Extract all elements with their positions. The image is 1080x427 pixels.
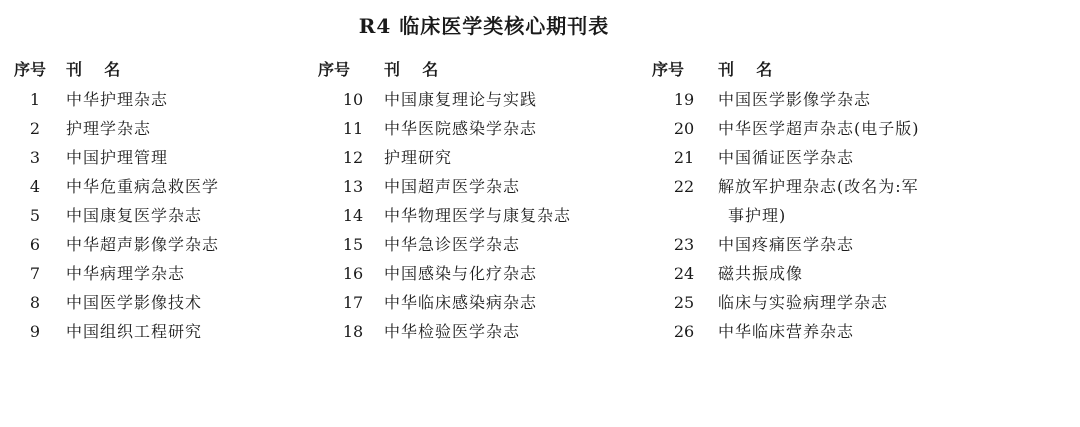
journal-name-continuation: 事护理) [728,206,787,225]
journal-row [318,259,648,288]
journal-row [652,114,982,143]
serial-number: 15 [342,235,364,254]
journal-column-3 [652,58,982,341]
header-serial-number: 序号 [318,60,351,79]
journal-row [14,143,304,172]
journal-name: 中华临床感染病杂志 [384,293,538,312]
serial-number: 18 [342,322,364,341]
journal-row [14,172,304,201]
journal-row [652,230,982,259]
serial-number: 25 [673,293,695,312]
journal-name: 中华危重病急救医学 [66,177,220,196]
journal-column-2 [318,58,648,341]
journal-row [318,288,648,317]
journal-name: 中华临床营养杂志 [718,322,855,341]
journal-name: 中华检验医学杂志 [384,322,521,341]
journal-name: 中华急诊医学杂志 [384,235,521,254]
journal-name: 护理研究 [384,148,453,167]
journal-row [652,317,982,346]
header-serial-number: 序号 [14,60,47,79]
serial-number: 4 [29,177,41,196]
journal-list [14,85,304,346]
serial-number: 10 [342,90,364,109]
journal-name: 中国组织工程研究 [66,322,203,341]
serial-number: 9 [29,322,41,341]
header-journal-name: 刊 名 [718,60,773,79]
serial-number: 3 [29,148,41,167]
journal-name: 中国康复医学杂志 [66,206,203,225]
journal-name: 中国超声医学杂志 [384,177,521,196]
column-header [14,58,304,82]
journal-row [14,288,304,317]
journal-list [318,85,648,346]
journal-name: 中国医学影像技术 [66,293,203,312]
journal-row [652,143,982,172]
serial-number: 14 [342,206,364,225]
serial-number: 23 [673,235,695,254]
serial-number: 26 [673,322,695,341]
journal-row [14,201,304,230]
serial-number: 20 [673,119,695,138]
journal-row [652,85,982,114]
journal-name: 临床与实验病理学杂志 [718,293,889,312]
header-serial-number: 序号 [652,60,685,79]
serial-number: 22 [673,177,695,196]
journal-row [318,172,648,201]
serial-number: 8 [29,293,41,312]
journal-name: 中国疼痛医学杂志 [718,235,855,254]
journal-row [14,317,304,346]
journal-row [318,85,648,114]
serial-number: 17 [342,293,364,312]
journal-row [652,172,982,230]
serial-number: 24 [673,264,695,283]
journal-row [318,143,648,172]
column-header [652,58,982,82]
journal-row [14,85,304,114]
serial-number: 11 [342,119,364,138]
journal-row [318,317,648,346]
serial-number: 1 [29,90,41,109]
header-journal-name: 刊 名 [384,60,439,79]
serial-number: 16 [342,264,364,283]
serial-number: 5 [29,206,41,225]
journal-name: 磁共振成像 [718,264,804,283]
journal-name: 护理学杂志 [66,119,152,138]
serial-number: 19 [673,90,695,109]
journal-list [652,85,982,346]
journal-row [318,201,648,230]
journal-name: 中国康复理论与实践 [384,90,538,109]
journal-name: 中国循证医学杂志 [718,148,855,167]
serial-number: 12 [342,148,364,167]
journal-row [318,114,648,143]
serial-number: 7 [29,264,41,283]
journal-name: 中华物理医学与康复杂志 [384,206,572,225]
journal-row [652,288,982,317]
journal-name: 中华超声影像学杂志 [66,235,220,254]
journal-row [14,230,304,259]
serial-number: 21 [673,148,695,167]
serial-number: 6 [29,235,41,254]
column-header [318,58,648,82]
journal-name: 中华护理杂志 [66,90,169,109]
journal-row [652,259,982,288]
serial-number: 13 [342,177,364,196]
journal-row [14,114,304,143]
journal-row [14,259,304,288]
journal-name: 中华医院感染学杂志 [384,119,538,138]
journal-name: 中华医学超声杂志(电子版) [718,119,920,138]
journal-name: 解放军护理杂志(改名为:军 [718,177,919,196]
header-journal-name: 刊 名 [66,60,121,79]
serial-number: 2 [29,119,41,138]
journal-row [318,230,648,259]
journal-column-1 [14,58,304,341]
page-title: R4 临床医学类核心期刊表 [358,14,610,38]
journal-name: 中国感染与化疗杂志 [384,264,538,283]
journal-name: 中国护理管理 [66,148,169,167]
journal-name: 中华病理学杂志 [66,264,186,283]
journal-name: 中国医学影像学杂志 [718,90,872,109]
